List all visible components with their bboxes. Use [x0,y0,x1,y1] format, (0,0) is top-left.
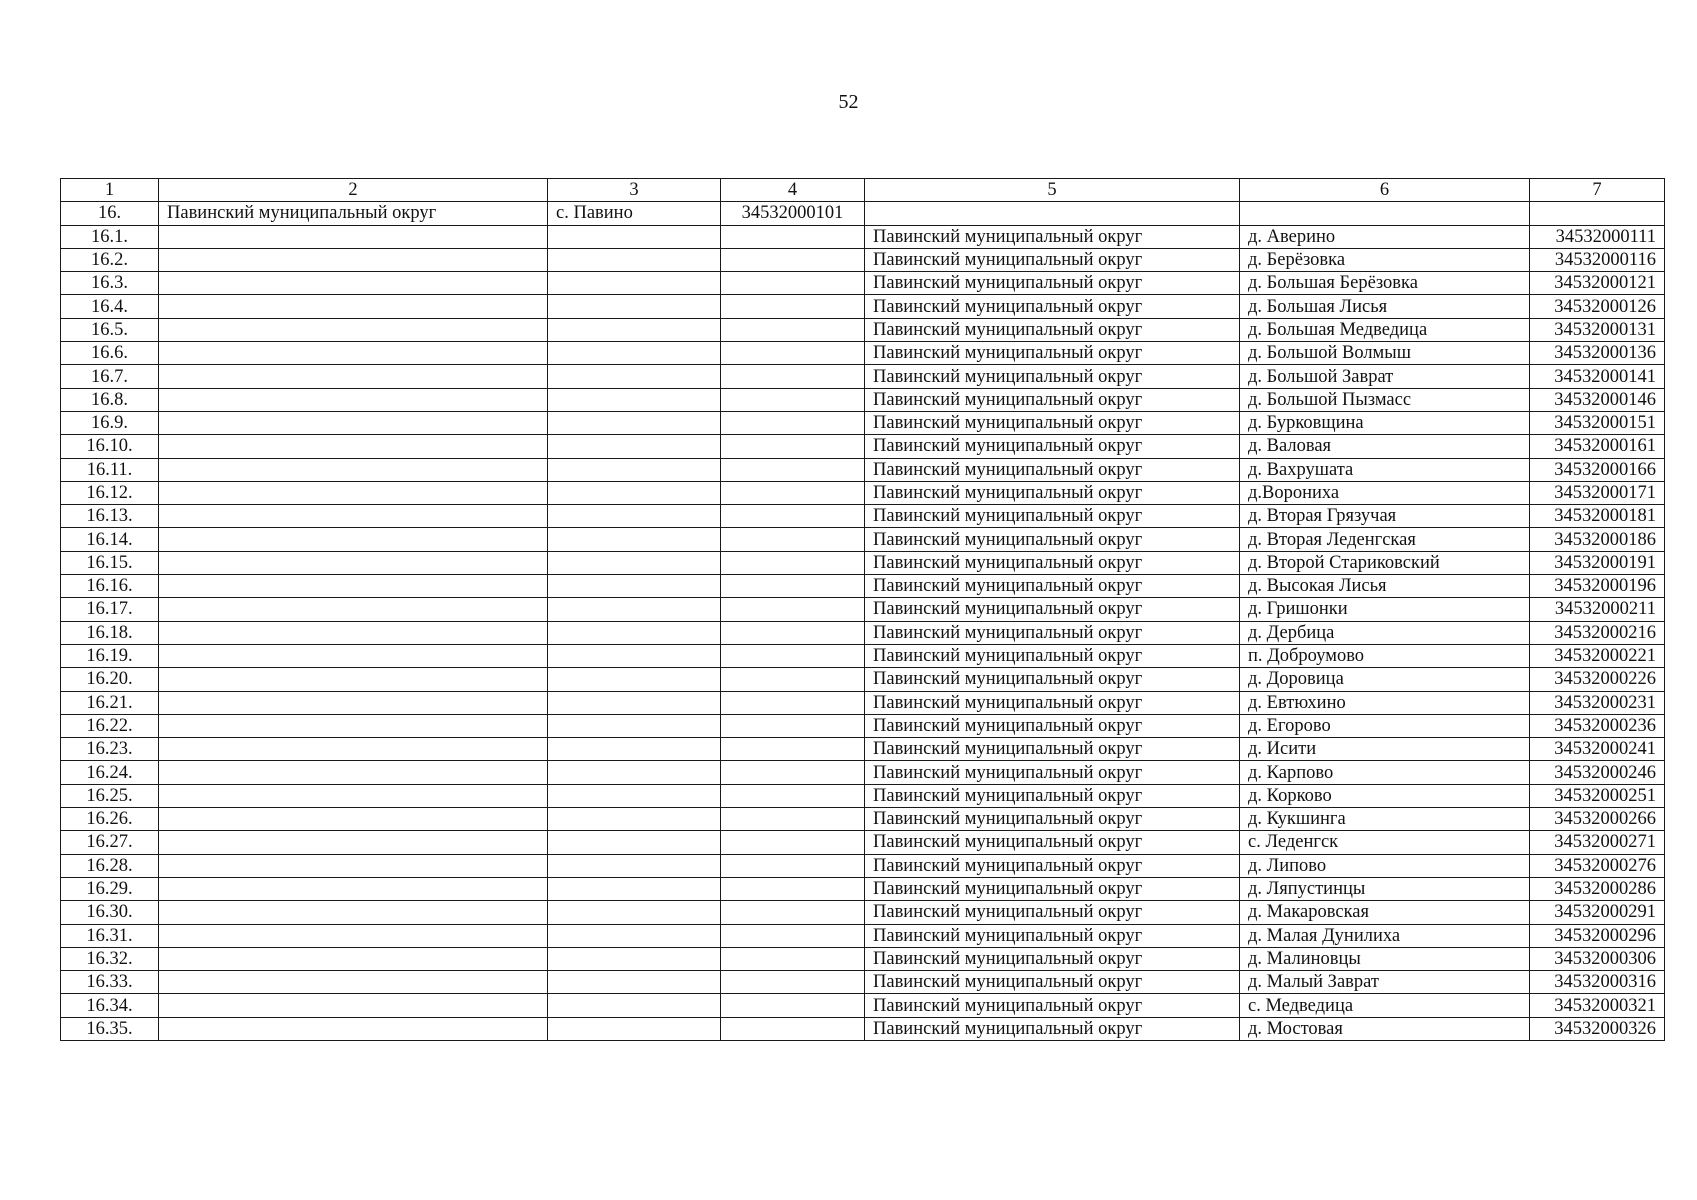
empty-cell [548,971,721,994]
row-code: 34532000221 [1530,644,1665,667]
row-code: 34532000191 [1530,551,1665,574]
row-code: 34532000286 [1530,877,1665,900]
row-settlement: д. Макаровская [1240,901,1530,924]
empty-cell [159,784,548,807]
table-row [61,342,1665,365]
table-row [61,854,1665,877]
row-district: Павинский муниципальный округ [865,365,1240,388]
empty-cell [159,808,548,831]
row-code: 34532000211 [1530,598,1665,621]
row-code: 34532000326 [1530,1017,1665,1040]
row-code: 34532000246 [1530,761,1665,784]
row-code: 34532000136 [1530,342,1665,365]
empty-cell [721,831,865,854]
row-settlement: п. Доброумово [1240,644,1530,667]
row-district: Павинский муниципальный округ [865,388,1240,411]
row-number: 16.32. [61,947,159,970]
row-district: Павинский муниципальный округ [865,411,1240,434]
empty-cell [159,947,548,970]
row-district: Павинский муниципальный округ [865,551,1240,574]
row-number: 16.13. [61,505,159,528]
row-number: 16.20. [61,668,159,691]
row-district: Павинский муниципальный округ [865,761,1240,784]
empty-cell [159,831,548,854]
row-settlement: с. Леденгск [1240,831,1530,854]
row-district: Павинский муниципальный округ [865,272,1240,295]
column-header-3: 3 [548,179,721,202]
row-code: 34532000271 [1530,831,1665,854]
row-district: Павинский муниципальный округ [865,668,1240,691]
empty-cell [159,481,548,504]
empty-cell [159,901,548,924]
row-code: 34532000131 [1530,318,1665,341]
row-district: Павинский муниципальный округ [865,971,1240,994]
row-number: 16.11. [61,458,159,481]
row-settlement: д. Гришонки [1240,598,1530,621]
row-code: 34532000121 [1530,272,1665,295]
table-row [61,435,1665,458]
empty-cell [548,994,721,1017]
empty-cell [159,272,548,295]
empty-cell [548,621,721,644]
row-settlement: д. Кукшинга [1240,808,1530,831]
empty-cell [159,365,548,388]
row-district: Павинский муниципальный округ [865,505,1240,528]
empty-cell [721,365,865,388]
row-code: 34532000236 [1530,714,1665,737]
empty-cell [159,971,548,994]
row-number: 16.9. [61,411,159,434]
row-district: Павинский муниципальный округ [865,225,1240,248]
row-number: 16.3. [61,272,159,295]
empty-cell [721,342,865,365]
row-number: 16.17. [61,598,159,621]
row-code: 34532000266 [1530,808,1665,831]
group-center: с. Павино [548,202,721,225]
empty-cell [548,458,721,481]
table-row [61,272,1665,295]
row-code: 34532000186 [1530,528,1665,551]
row-settlement: д. Исити [1240,738,1530,761]
empty-cell [159,877,548,900]
row-settlement: д. Большой Волмыш [1240,342,1530,365]
empty-cell [548,738,721,761]
row-settlement: д. Большая Берёзовка [1240,272,1530,295]
empty-cell [721,994,865,1017]
row-number: 16.28. [61,854,159,877]
table-row [61,1017,1665,1040]
column-header-6: 6 [1240,179,1530,202]
empty-cell [159,761,548,784]
row-district: Павинский муниципальный округ [865,248,1240,271]
row-code: 34532000226 [1530,668,1665,691]
table-row [61,994,1665,1017]
row-district: Павинский муниципальный округ [865,435,1240,458]
row-number: 16.6. [61,342,159,365]
row-settlement: д. Вахрушата [1240,458,1530,481]
table-row [61,598,1665,621]
empty-cell [159,435,548,458]
empty-cell [159,295,548,318]
row-settlement: д. Вторая Леденгская [1240,528,1530,551]
column-header-5: 5 [865,179,1240,202]
table-row [61,458,1665,481]
table-row [61,551,1665,574]
group-number: 16. [61,202,159,225]
empty-cell [721,971,865,994]
empty-cell [721,435,865,458]
table-row [61,877,1665,900]
row-district: Павинский муниципальный округ [865,784,1240,807]
empty-cell [721,877,865,900]
empty-cell [721,481,865,504]
empty-cell [721,738,865,761]
table-row [61,621,1665,644]
table-row [61,575,1665,598]
empty-cell [548,831,721,854]
row-district: Павинский муниципальный округ [865,691,1240,714]
row-settlement: с. Медведица [1240,994,1530,1017]
row-code: 34532000216 [1530,621,1665,644]
row-code: 34532000171 [1530,481,1665,504]
empty-cell [548,668,721,691]
row-district: Павинский муниципальный округ [865,738,1240,761]
row-settlement: д. Дербица [1240,621,1530,644]
empty-cell [548,342,721,365]
row-number: 16.25. [61,784,159,807]
row-district: Павинский муниципальный округ [865,924,1240,947]
row-district: Павинский муниципальный округ [865,994,1240,1017]
table-row [61,808,1665,831]
empty-cell [721,691,865,714]
empty-cell [159,714,548,737]
group-empty-6 [1240,202,1530,225]
row-number: 16.15. [61,551,159,574]
row-settlement: д. Егорово [1240,714,1530,737]
empty-cell [721,621,865,644]
row-district: Павинский муниципальный округ [865,598,1240,621]
empty-cell [159,924,548,947]
row-district: Павинский муниципальный округ [865,877,1240,900]
empty-cell [548,225,721,248]
empty-cell [159,411,548,434]
empty-cell [548,854,721,877]
row-number: 16.21. [61,691,159,714]
empty-cell [548,505,721,528]
row-settlement: д. Малая Дунилиха [1240,924,1530,947]
row-district: Павинский муниципальный округ [865,342,1240,365]
empty-cell [721,295,865,318]
row-number: 16.29. [61,877,159,900]
row-district: Павинский муниципальный округ [865,831,1240,854]
row-code: 34532000141 [1530,365,1665,388]
empty-cell [548,784,721,807]
empty-cell [721,318,865,341]
row-settlement: д. Евтюхино [1240,691,1530,714]
row-number: 16.24. [61,761,159,784]
empty-cell [159,644,548,667]
empty-cell [548,924,721,947]
row-code: 34532000111 [1530,225,1665,248]
row-code: 34532000276 [1530,854,1665,877]
empty-cell [721,598,865,621]
row-settlement: д.Ворониха [1240,481,1530,504]
empty-cell [548,877,721,900]
empty-cell [548,644,721,667]
empty-cell [159,225,548,248]
row-number: 16.10. [61,435,159,458]
empty-cell [548,295,721,318]
row-settlement: д. Аверино [1240,225,1530,248]
row-settlement: д. Высокая Лисья [1240,575,1530,598]
row-district: Павинский муниципальный округ [865,901,1240,924]
group-code: 34532000101 [721,202,865,225]
table-row [61,505,1665,528]
empty-cell [548,365,721,388]
table-row [61,411,1665,434]
row-district: Павинский муниципальный округ [865,947,1240,970]
row-number: 16.18. [61,621,159,644]
empty-cell [721,1017,865,1040]
empty-cell [721,411,865,434]
row-code: 34532000116 [1530,248,1665,271]
row-number: 16.5. [61,318,159,341]
empty-cell [721,272,865,295]
row-district: Павинский муниципальный округ [865,644,1240,667]
row-district: Павинский муниципальный округ [865,854,1240,877]
empty-cell [159,598,548,621]
table-row [61,295,1665,318]
row-settlement: д. Липово [1240,854,1530,877]
empty-cell [721,784,865,807]
column-header-7: 7 [1530,179,1665,202]
empty-cell [159,505,548,528]
row-district: Павинский муниципальный округ [865,528,1240,551]
table-row [61,668,1665,691]
empty-cell [159,528,548,551]
row-code: 34532000321 [1530,994,1665,1017]
row-number: 16.16. [61,575,159,598]
row-settlement: д. Корково [1240,784,1530,807]
empty-cell [548,714,721,737]
empty-cell [721,388,865,411]
row-number: 16.19. [61,644,159,667]
empty-cell [159,342,548,365]
row-number: 16.23. [61,738,159,761]
empty-cell [721,551,865,574]
settlements-table [60,178,1665,1041]
empty-cell [721,248,865,271]
empty-cell [548,318,721,341]
row-settlement: д. Мостовая [1240,1017,1530,1040]
table-row [61,481,1665,504]
row-district: Павинский муниципальный округ [865,714,1240,737]
row-settlement: д. Малиновцы [1240,947,1530,970]
table-row [61,691,1665,714]
row-settlement: д. Большая Медведица [1240,318,1530,341]
table-row [61,644,1665,667]
page-number: 52 [838,91,859,113]
empty-cell [548,248,721,271]
row-district: Павинский муниципальный округ [865,481,1240,504]
table-row [61,784,1665,807]
row-district: Павинский муниципальный округ [865,1017,1240,1040]
row-settlement: д. Большой Пызмасс [1240,388,1530,411]
empty-cell [548,691,721,714]
row-number: 16.1. [61,225,159,248]
empty-cell [548,598,721,621]
empty-cell [548,411,721,434]
empty-cell [159,668,548,691]
empty-cell [548,575,721,598]
empty-cell [548,947,721,970]
row-code: 34532000251 [1530,784,1665,807]
row-number: 16.31. [61,924,159,947]
empty-cell [721,458,865,481]
row-code: 34532000316 [1530,971,1665,994]
empty-cell [721,505,865,528]
empty-cell [721,761,865,784]
row-settlement: д. Доровица [1240,668,1530,691]
table-row [61,528,1665,551]
row-number: 16.34. [61,994,159,1017]
empty-cell [159,994,548,1017]
row-district: Павинский муниципальный округ [865,458,1240,481]
empty-cell [548,528,721,551]
row-code: 34532000291 [1530,901,1665,924]
row-code: 34532000306 [1530,947,1665,970]
row-number: 16.26. [61,808,159,831]
empty-cell [159,248,548,271]
row-code: 34532000296 [1530,924,1665,947]
empty-cell [159,738,548,761]
empty-cell [159,621,548,644]
empty-cell [159,458,548,481]
empty-cell [548,481,721,504]
row-code: 34532000161 [1530,435,1665,458]
row-code: 34532000166 [1530,458,1665,481]
row-number: 16.35. [61,1017,159,1040]
row-code: 34532000181 [1530,505,1665,528]
row-code: 34532000196 [1530,575,1665,598]
empty-cell [159,575,548,598]
empty-cell [721,644,865,667]
row-number: 16.12. [61,481,159,504]
empty-cell [548,551,721,574]
row-number: 16.30. [61,901,159,924]
row-settlement: д. Вторая Грязучая [1240,505,1530,528]
row-settlement: д. Малый Заврат [1240,971,1530,994]
row-code: 34532000151 [1530,411,1665,434]
empty-cell [548,388,721,411]
row-number: 16.2. [61,248,159,271]
row-number: 16.27. [61,831,159,854]
row-number: 16.7. [61,365,159,388]
group-empty-5 [865,202,1240,225]
empty-cell [159,318,548,341]
table-row [61,225,1665,248]
row-number: 16.4. [61,295,159,318]
table-row [61,248,1665,271]
empty-cell [721,225,865,248]
empty-cell [159,854,548,877]
table-row [61,365,1665,388]
row-number: 16.8. [61,388,159,411]
row-settlement: д. Второй Стариковский [1240,551,1530,574]
table-row [61,761,1665,784]
empty-cell [721,901,865,924]
empty-cell [548,272,721,295]
empty-cell [159,691,548,714]
group-district: Павинский муниципальный округ [159,202,548,225]
table-row [61,924,1665,947]
row-settlement: д. Бурковщина [1240,411,1530,434]
empty-cell [159,1017,548,1040]
empty-cell [548,761,721,784]
row-settlement: д. Большая Лисья [1240,295,1530,318]
row-number: 16.22. [61,714,159,737]
group-row [61,202,1665,225]
row-settlement: д. Ляпустинцы [1240,877,1530,900]
table-row [61,318,1665,341]
empty-cell [548,435,721,458]
table-row [61,388,1665,411]
row-district: Павинский муниципальный округ [865,295,1240,318]
row-settlement: д. Карпово [1240,761,1530,784]
row-district: Павинский муниципальный округ [865,318,1240,341]
table-row [61,901,1665,924]
row-code: 34532000146 [1530,388,1665,411]
empty-cell [159,551,548,574]
table-row [61,738,1665,761]
table-row [61,971,1665,994]
column-header-1: 1 [61,179,159,202]
empty-cell [721,575,865,598]
empty-cell [159,388,548,411]
column-header-4: 4 [721,179,865,202]
table-row [61,831,1665,854]
empty-cell [721,528,865,551]
column-header-2: 2 [159,179,548,202]
row-settlement: д. Валовая [1240,435,1530,458]
empty-cell [721,854,865,877]
column-number-row [61,179,1665,202]
empty-cell [721,924,865,947]
row-number: 16.33. [61,971,159,994]
table-row [61,714,1665,737]
row-code: 34532000241 [1530,738,1665,761]
row-code: 34532000231 [1530,691,1665,714]
row-settlement: д. Большой Заврат [1240,365,1530,388]
empty-cell [721,668,865,691]
empty-cell [721,714,865,737]
row-number: 16.14. [61,528,159,551]
table-row [61,947,1665,970]
row-district: Павинский муниципальный округ [865,575,1240,598]
row-settlement: д. Берёзовка [1240,248,1530,271]
row-code: 34532000126 [1530,295,1665,318]
empty-cell [721,808,865,831]
empty-cell [548,1017,721,1040]
row-district: Павинский муниципальный округ [865,621,1240,644]
empty-cell [548,808,721,831]
empty-cell [721,947,865,970]
row-district: Павинский муниципальный округ [865,808,1240,831]
group-empty-7 [1530,202,1665,225]
empty-cell [548,901,721,924]
